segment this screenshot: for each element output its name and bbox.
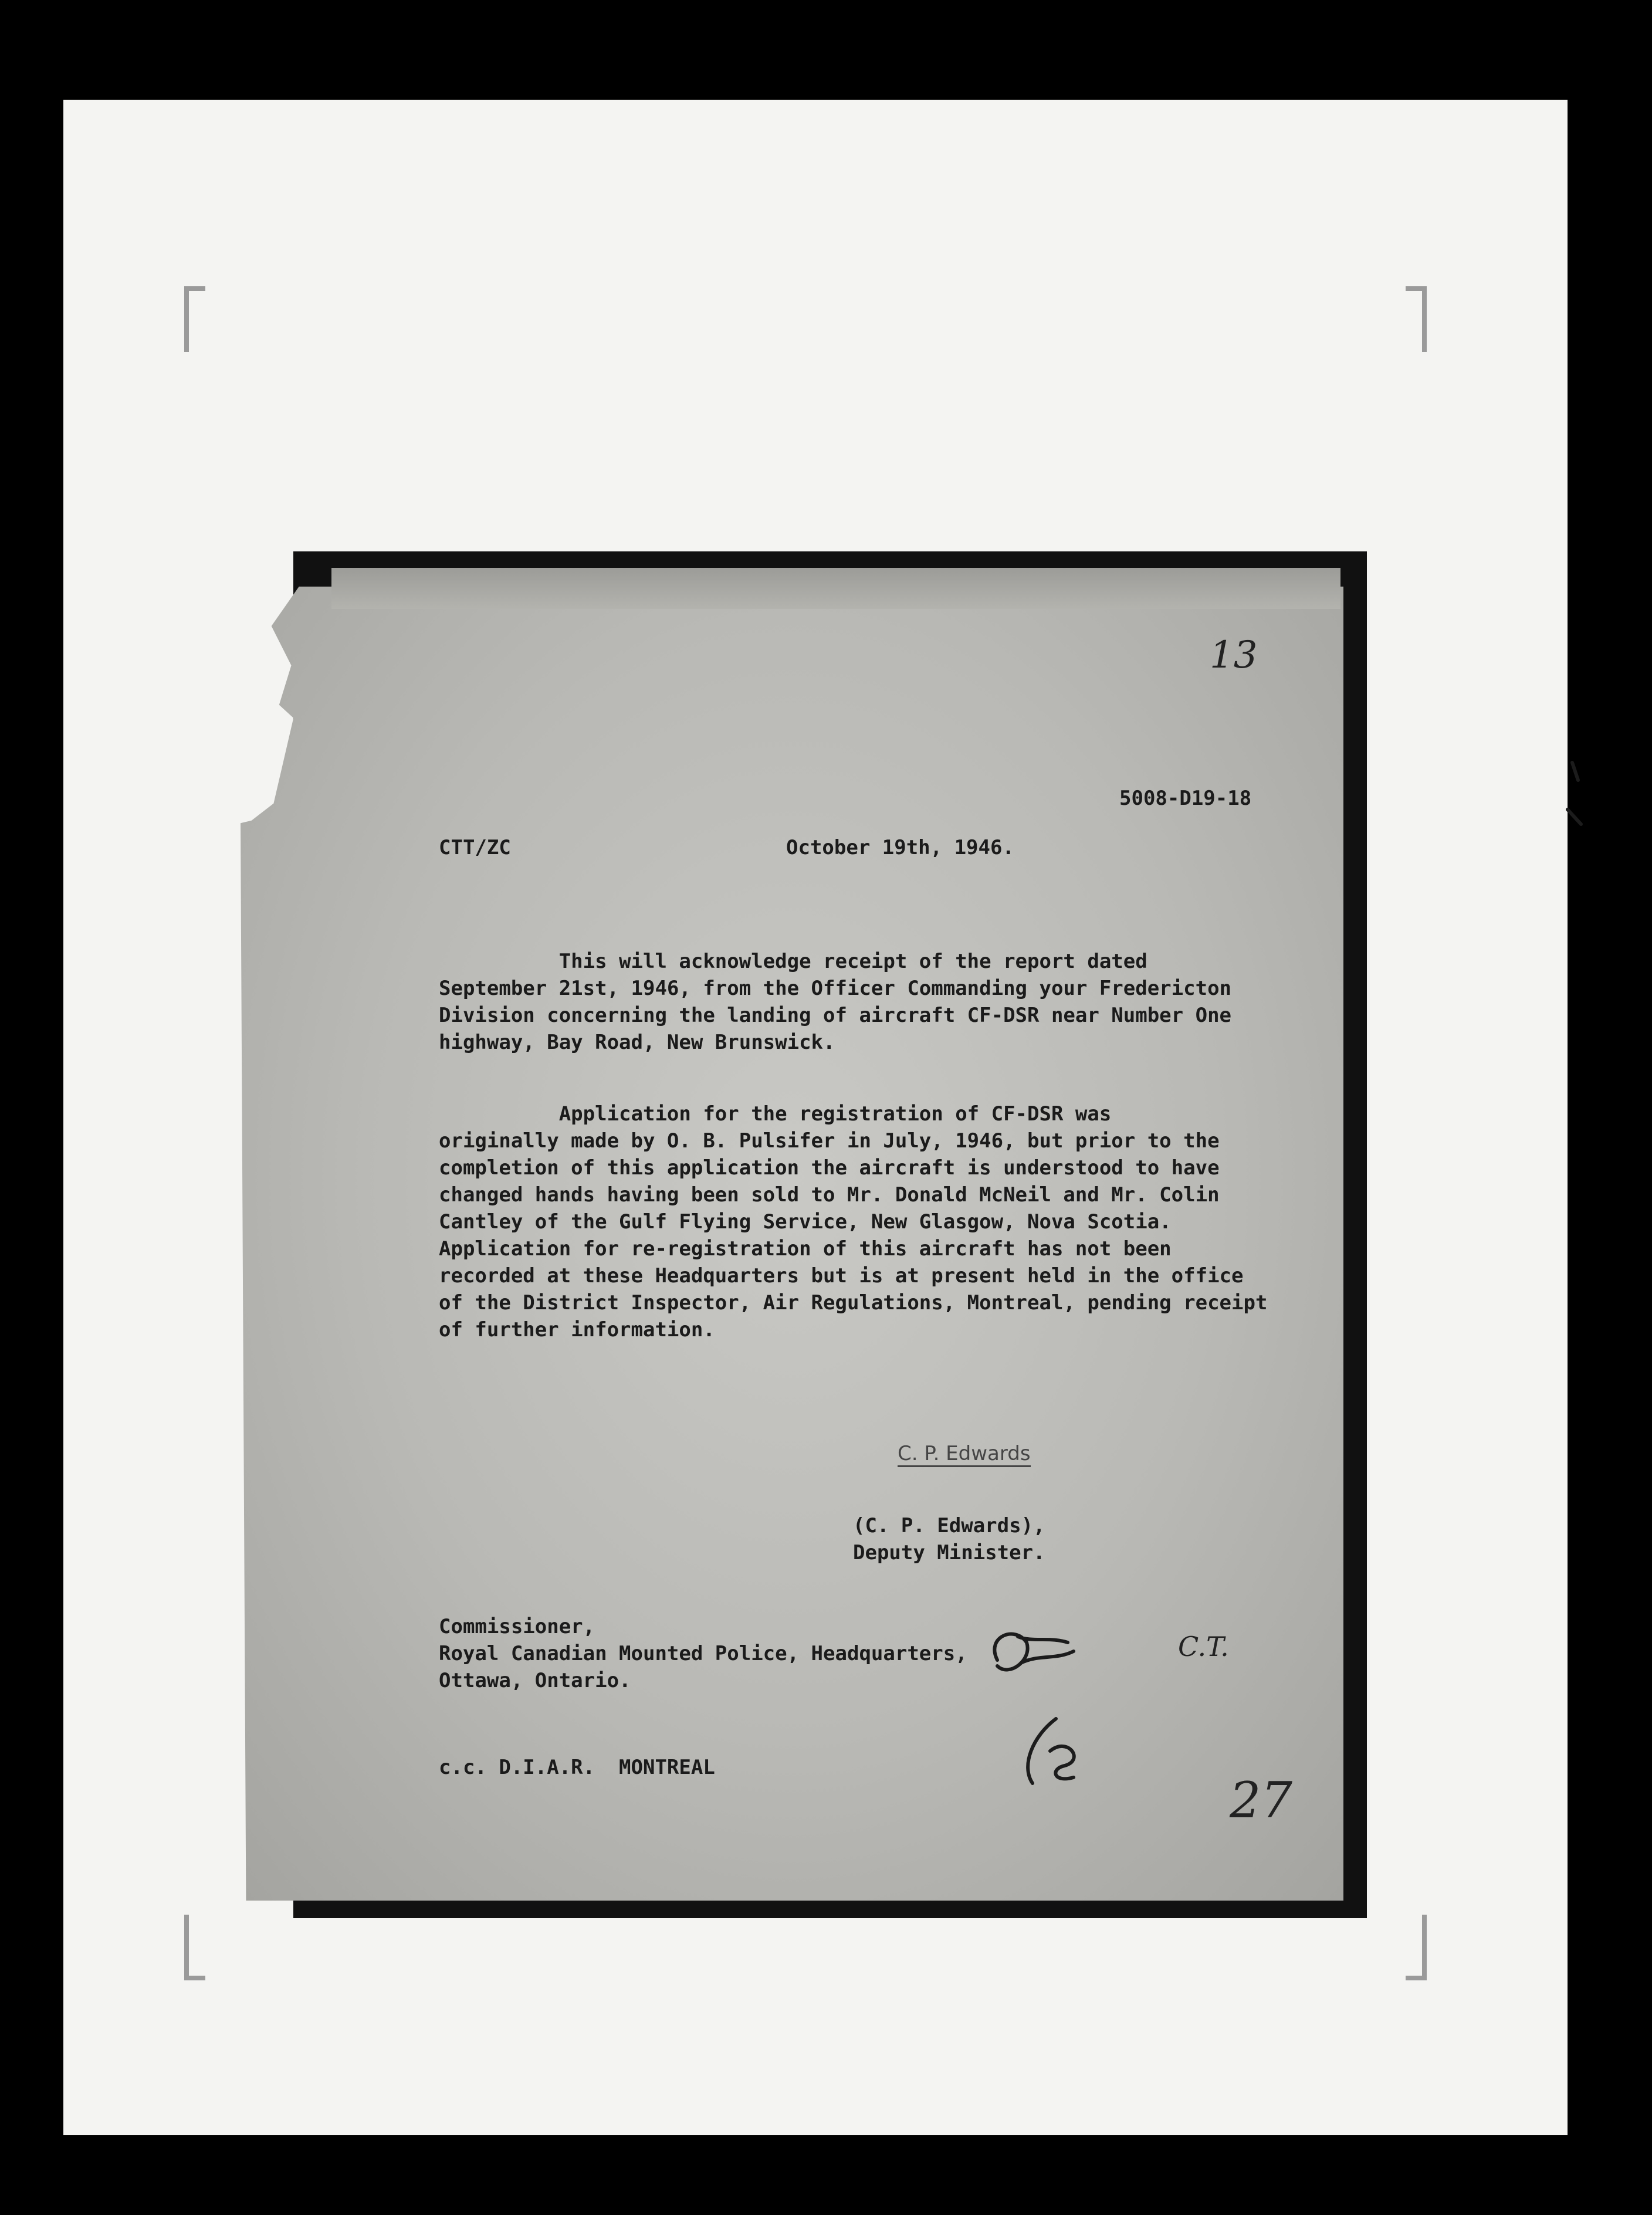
initials-scribble-2 xyxy=(1028,1719,1074,1783)
reference-number: 5008-D19-18 xyxy=(1119,787,1252,810)
handwritten-initials: C.T. xyxy=(1178,1631,1229,1662)
paragraph-registration: Application for the registration of CF-DSR was originally made by O. B. Pulsifer in July, 1946, but prior to the completion of this application the aircraft is understood to have changed hands having been sold to Mr. Donald McNeil and Mr. Colin Cantley of the Gulf Flying Service, New Glasgow, Nova Scotia. Application for re-registration of this aircraft has not been recorded at these Headquarters but is at present held in the office of the District Inspector, Air Regulations, Montreal, pending receipt of further information. xyxy=(439,1102,1268,1342)
signature-block: (C. P. Edwards), Deputy Minister. xyxy=(853,1514,1045,1564)
carbon-copy-line: c.c. D.I.A.R. MONTREAL xyxy=(439,1756,715,1779)
page-edge-tick xyxy=(1568,763,1581,824)
recipient-address: Commissioner, Royal Canadian Mounted Police, Headquarters, Ottawa, Ontario. xyxy=(439,1615,967,1692)
file-code: CTT/ZC xyxy=(439,836,511,859)
handwritten-folio-number: 27 xyxy=(1230,1772,1292,1829)
signature-stamp-text: C. P. Edwards xyxy=(898,1442,1031,1467)
paragraph-acknowledgement: This will acknowledge receipt of the report dated September 21st, 1946, from the Officer Commanding your Fredericton Division concerning the landing of aircraft CF-DSR near Number One highway, Bay Road, New Brunswick. xyxy=(439,950,1232,1054)
handwritten-page-number: 13 xyxy=(1210,634,1258,677)
letter-date: October 19th, 1946. xyxy=(786,836,1014,859)
initials-scribble-1 xyxy=(994,1634,1074,1670)
